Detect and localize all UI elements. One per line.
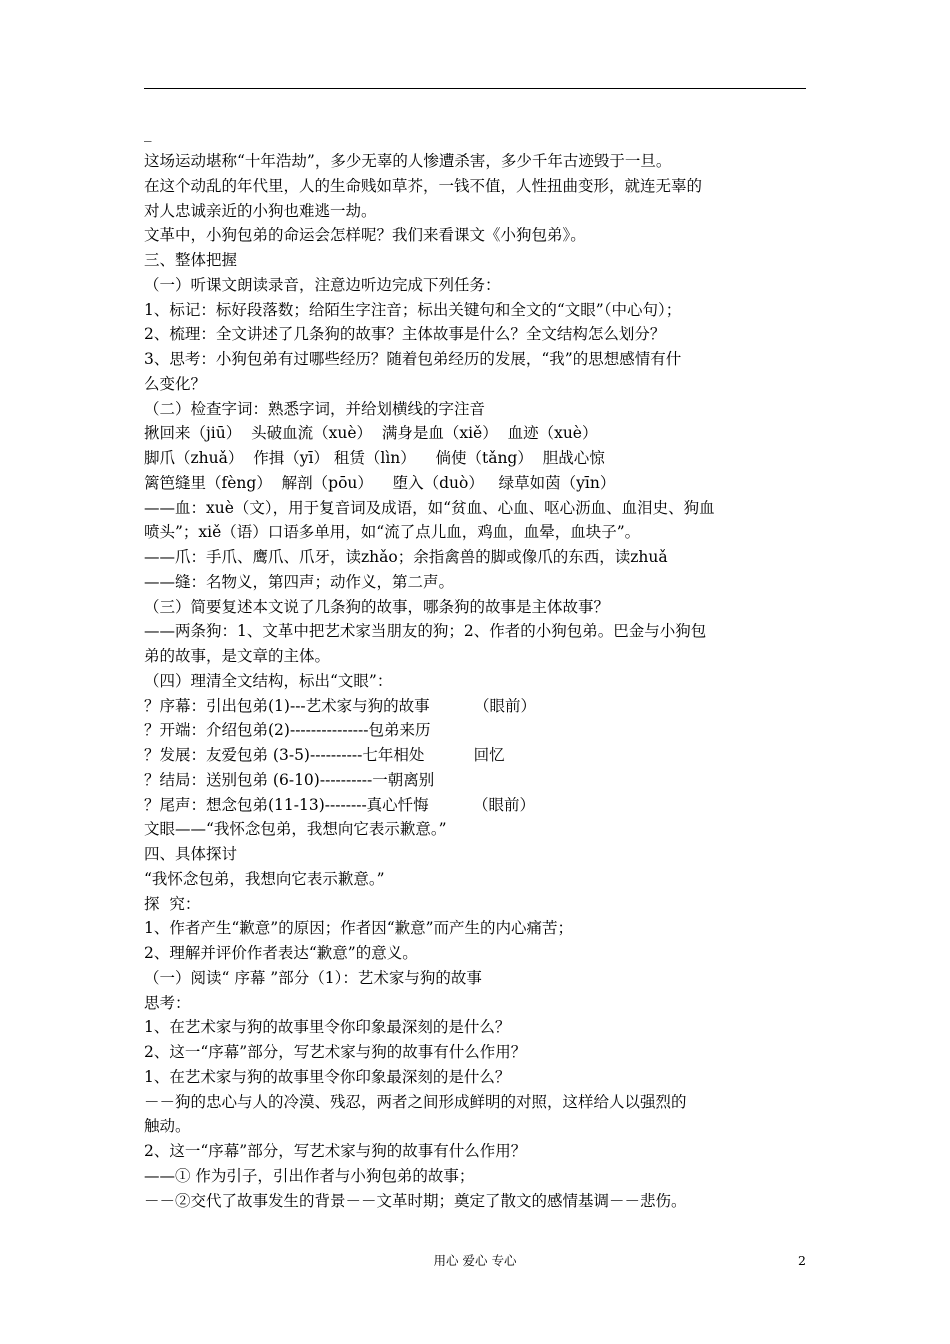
text-line: 1、标记：标好段落数；给陌生字注音；标出关键句和全文的“文眼”（中心句）； bbox=[144, 300, 682, 319]
text-line: （一）听课文朗读录音，注意边听边完成下列任务： bbox=[144, 275, 501, 294]
text-line: 2、理解并评价作者表达“歉意”的意义。 bbox=[144, 944, 418, 962]
text-line: 2、梳理：全文讲述了几条狗的故事？主体故事是什么？全文结构怎么划分？ bbox=[144, 325, 666, 344]
text-line: （二）检查字词：熟悉字词，并给划横线的字注音 bbox=[144, 399, 486, 418]
text-line: 1、在艺术家与狗的故事里令你印象最深刻的是什么？ bbox=[144, 1067, 511, 1086]
text-line: 文革中，小狗包弟的命运会怎样呢？我们来看课文《小狗包弟》。 bbox=[144, 226, 586, 245]
text-line: 弟的故事，是文章的主体。 bbox=[144, 647, 331, 665]
text-line: ——爪：手爪、鹰爪、爪牙，读zhǎo；余指禽兽的脚或像爪的东西，读zhuǎ bbox=[144, 548, 668, 566]
text-line: 文眼——“我怀念包弟，我想向它表示歉意。” bbox=[144, 820, 447, 839]
text-line: 喷头”；xiě（语）口语多单用，如“流了点儿血，鸡血，血晕，血块子”。 bbox=[144, 523, 641, 542]
text-line: 么变化？ bbox=[144, 374, 207, 393]
header-rule bbox=[144, 88, 806, 89]
text-line: ——两条狗：1、文革中把艺术家当朋友的狗；2、作者的小狗包弟。巴金与小狗包 bbox=[144, 622, 707, 641]
structure-line: ？发展：友爱包弟 (3-5)----------七年相处 回忆 bbox=[144, 746, 505, 764]
text-line: 对人忠诚亲近的小狗也难逃一劫。 bbox=[144, 201, 377, 220]
text-line: ——① 作为引子，引出作者与小狗包弟的故事； bbox=[144, 1166, 475, 1185]
text-line: （一）阅读“ 序幕 ”部分（1）：艺术家与狗的故事 bbox=[144, 968, 482, 987]
structure-line: ？结局：送别包弟 (6-10)----------一朝离别 bbox=[144, 770, 435, 789]
document-body bbox=[144, 149, 814, 1213]
vocab-line: 揪回来（jiū） 头破血流（xuè） 满身是血（xiě） 血迹（xuè） bbox=[144, 424, 598, 443]
section-heading: 四、具体探讨 bbox=[144, 845, 238, 863]
section-heading: 三、整体把握 bbox=[144, 251, 238, 269]
structure-line: ？尾声：想念包弟(11-13)--------真心忏悔 （眼前） bbox=[144, 795, 536, 814]
text-line: －－狗的忠心与人的冷漠、残忍，两者之间形成鲜明的对照，这样给人以强烈的 bbox=[144, 1092, 687, 1111]
text-line: 2、这一“序幕”部分，写艺术家与狗的故事有什么作用？ bbox=[144, 1043, 527, 1061]
text-line: 3、思考：小狗包弟有过哪些经历？随着包弟经历的发展，“我”的思想感情有什 bbox=[144, 350, 682, 368]
vocab-line: 篱笆缝里（fèng） 解剖（pōu） 堕入（duò） 绿草如茵（yīn） bbox=[144, 473, 616, 492]
text-line: 探 究： bbox=[144, 894, 201, 913]
text-line: 这场运动堪称“十年浩劫”，多少无辜的人惨遭杀害，多少千年古迹毁于一旦。 bbox=[144, 152, 672, 170]
text-line: 在这个动乱的年代里，人的生命贱如草芥，一钱不值，人性扭曲变形，就连无辜的 bbox=[144, 176, 703, 195]
text-line: “我怀念包弟，我想向它表示歉意。” bbox=[144, 869, 385, 888]
text-line: 触动。 bbox=[144, 1117, 191, 1136]
text-line: 1、作者产生“歉意”的原因；作者因“歉意”而产生的内心痛苦； bbox=[144, 919, 574, 938]
text-line: ——缝：名物义，第四声；动作义，第二声。 bbox=[144, 572, 455, 591]
stray-mark: _ bbox=[144, 124, 152, 142]
structure-line: ？序幕：引出包弟(1)---艺术家与狗的故事 （眼前） bbox=[144, 696, 537, 715]
vocab-line: 脚爪（zhuǎ） 作揖（yī） 租赁（lìn） 倘使（tǎng） 胆战心惊 bbox=[144, 449, 605, 467]
structure-line: ？开端：介绍包弟(2)---------------包弟来历 bbox=[144, 721, 431, 740]
text-line: 1、在艺术家与狗的故事里令你印象最深刻的是什么？ bbox=[144, 1018, 511, 1037]
text-line: 思考： bbox=[144, 993, 191, 1012]
text-line: －－②交代了故事发生的背景－－文革时期；奠定了散文的感情基调－－悲伤。 bbox=[144, 1191, 687, 1210]
page-number: 2 bbox=[798, 1253, 806, 1268]
text-line: （三）简要复述本文说了几条狗的故事，哪条狗的故事是主体故事？ bbox=[144, 597, 610, 616]
text-line: ——血：xuè（文），用于复音词及成语，如“贫血、心血、呕心沥血、血泪史、狗血 bbox=[144, 498, 715, 517]
footer-text: 用心 爱心 专心 bbox=[433, 1253, 517, 1268]
text-line: 2、这一“序幕”部分，写艺术家与狗的故事有什么作用？ bbox=[144, 1142, 527, 1160]
text-line: （四）理清全文结构，标出“文眼”： bbox=[144, 671, 393, 690]
